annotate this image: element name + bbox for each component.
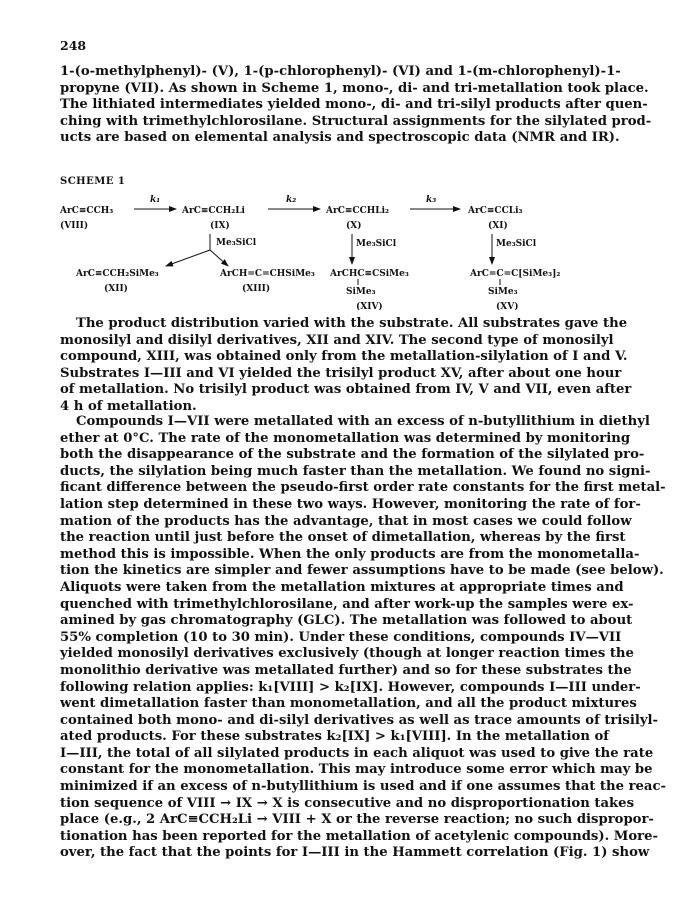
text-line: ducts, the silylation being much faster than the metallation. We found no signi- <box>60 463 651 479</box>
compound-ix-id: (IX) <box>210 221 230 231</box>
text-line: yielded monosilyl derivatives exclusively (though at longer reaction times the <box>60 646 634 662</box>
compound-xiv-id: (XIV) <box>356 302 383 310</box>
compound-viii: ArC≡CCH₃ <box>60 206 114 216</box>
text-line: lation step determined in these two ways. However, monitoring the rate of for- <box>60 496 641 512</box>
text-line: propyne (VII). As shown in Scheme 1, mono-, di- and tri-metallation took place. <box>60 80 649 96</box>
paragraph-product-distribution <box>60 316 656 416</box>
text-line: quenched with trimethylchlorosilane, and after work-up the samples were ex- <box>60 596 634 612</box>
rate-k3: k₃ <box>426 195 437 205</box>
compound-viii-id: (VIII) <box>60 221 89 231</box>
text-line: monosilyl and disilyl derivatives, XII and XIV. The second type of monosilyl <box>60 332 614 348</box>
text-line: of metallation. No trisilyl product was obtained from IV, V and VII, even after <box>60 382 632 398</box>
reagent-label-x: Me₃SiCl <box>356 239 397 249</box>
text-line: The lithiated intermediates yielded mono-, di- and tri-silyl products after quen- <box>60 97 648 113</box>
text-line: ucts are based on elemental analysis and spectroscopic data (NMR and IR). <box>60 130 620 146</box>
text-line: ching with trimethylchlorosilane. Structural assignments for the silylated prod- <box>60 113 652 129</box>
arrow-to-xii <box>166 250 210 266</box>
text-line: ficant difference between the pseudo-first order rate constants for the first metal- <box>60 480 666 496</box>
text-line: minimized if an excess of n-butyllithium is used and if one assumes that the reac- <box>60 779 666 795</box>
text-line: tion sequence of VIII → IX → X is consecutive and no disproportionation takes <box>60 795 634 811</box>
compound-xii: ArC≡CCH₂SiMe₃ <box>76 269 159 279</box>
intro-paragraph <box>60 64 656 147</box>
compound-xiii: ArCH=C=CHSiMe₃ <box>220 269 315 279</box>
text-line: I—III, the total of all silylated products in each aliquot was used to give the rate <box>60 745 654 761</box>
text-line: The product distribution varied with the substrate. All substrates gave the <box>76 316 628 331</box>
compound-xiv-sub: SiMe₃ <box>346 287 376 297</box>
compound-x: ArC≡CCHLi₂ <box>326 206 389 216</box>
text-line: compound, XIII, was obtained only from the metallation-silylation of I and V. <box>60 349 628 365</box>
reaction-scheme <box>60 192 660 310</box>
reagent-label-xi: Me₃SiCl <box>496 239 537 249</box>
scheme-label: SCHEME 1 <box>60 176 126 187</box>
rate-k1: k₁ <box>150 195 161 205</box>
text-line: 55% completion (10 to 30 min). Under these conditions, compounds IV—VII <box>60 629 622 645</box>
rate-k2: k₂ <box>286 195 297 205</box>
text-line: contained both mono- and di-silyl derivatives as well as trace amounts of trisilyl- <box>60 712 658 728</box>
compound-x-id: (X) <box>346 221 362 231</box>
compound-xii-id: (XII) <box>104 284 128 294</box>
text-line: tionation has been reported for the metallation of acetylenic compounds). More- <box>60 828 658 844</box>
text-line: Substrates I—III and VI yielded the trisilyl product XV, after about one hour <box>60 365 622 381</box>
text-line: following relation applies: k₁[VIII] > k₂[IX]. However, compounds I—III under- <box>60 679 641 695</box>
text-line: monolithio derivative was metallated further) and so for these substrates the <box>60 662 632 678</box>
text-line: ated products. For these substrates k₂[IX] > k₁[VIII]. In the metallation of <box>60 729 609 745</box>
text-line: both the disappearance of the substrate and the formation of the silylated pro- <box>60 447 645 463</box>
reagent-label-ix: Me₃SiCl <box>216 238 257 248</box>
compound-xi: ArC≡CCLi₃ <box>468 206 523 216</box>
text-line: method this is impossible. When the only products are from the monometalla- <box>60 546 640 562</box>
page-number: 248 <box>60 38 87 53</box>
text-line: tion the kinetics are simpler and fewer assumptions have to be made (see below). <box>60 563 664 579</box>
text-line: Compounds I—VII were metallated with an excess of n-butyllithium in diethyl <box>76 414 650 429</box>
text-line: over, the fact that the points for I—III in the Hammett correlation (Fig. 1) show <box>60 845 650 861</box>
arrow-to-xiii <box>210 250 228 266</box>
text-line: the reaction until just before the onset of dimetallation, whereas by the first <box>60 530 626 546</box>
text-line: amined by gas chromatography (GLC). The metallation was followed to about <box>60 613 633 629</box>
compound-xv-sub: SiMe₃ <box>488 287 518 297</box>
compound-ix: ArC≡CCH₂Li <box>182 206 245 216</box>
text-line: 4 h of metallation. <box>60 398 197 414</box>
text-line: Aliquots were taken from the metallation mixtures at appropriate times and <box>60 579 624 595</box>
compound-xi-id: (XI) <box>488 221 508 231</box>
text-line: went dimetallation faster than monometallation, and all the product mixtures <box>60 696 637 712</box>
compound-xiii-id: (XIII) <box>242 284 271 294</box>
text-line: ether at 0°C. The rate of the monometallation was determined by monitoring <box>60 430 631 446</box>
text-line: constant for the monometallation. This may introduce some error which may be <box>60 762 653 778</box>
compound-xv: ArC=C=C[SiMe₃]₂ <box>470 269 561 279</box>
text-line: place (e.g., 2 ArC≡CCH₂Li → VIII + X or the reverse reaction; no such dispropor- <box>60 812 654 828</box>
compound-xiv: ArCHC≡CSiMe₃ <box>330 269 409 279</box>
text-line: mation of the products has the advantage, that in most cases we could follow <box>60 513 632 529</box>
compound-xv-id: (XV) <box>496 302 519 310</box>
text-line: 1-(o-methylphenyl)- (V), 1-(p-chlorophenyl)- (VI) and 1-(m-chlorophenyl)-1- <box>60 64 621 79</box>
paragraph-metallation-kinetics <box>60 414 666 862</box>
